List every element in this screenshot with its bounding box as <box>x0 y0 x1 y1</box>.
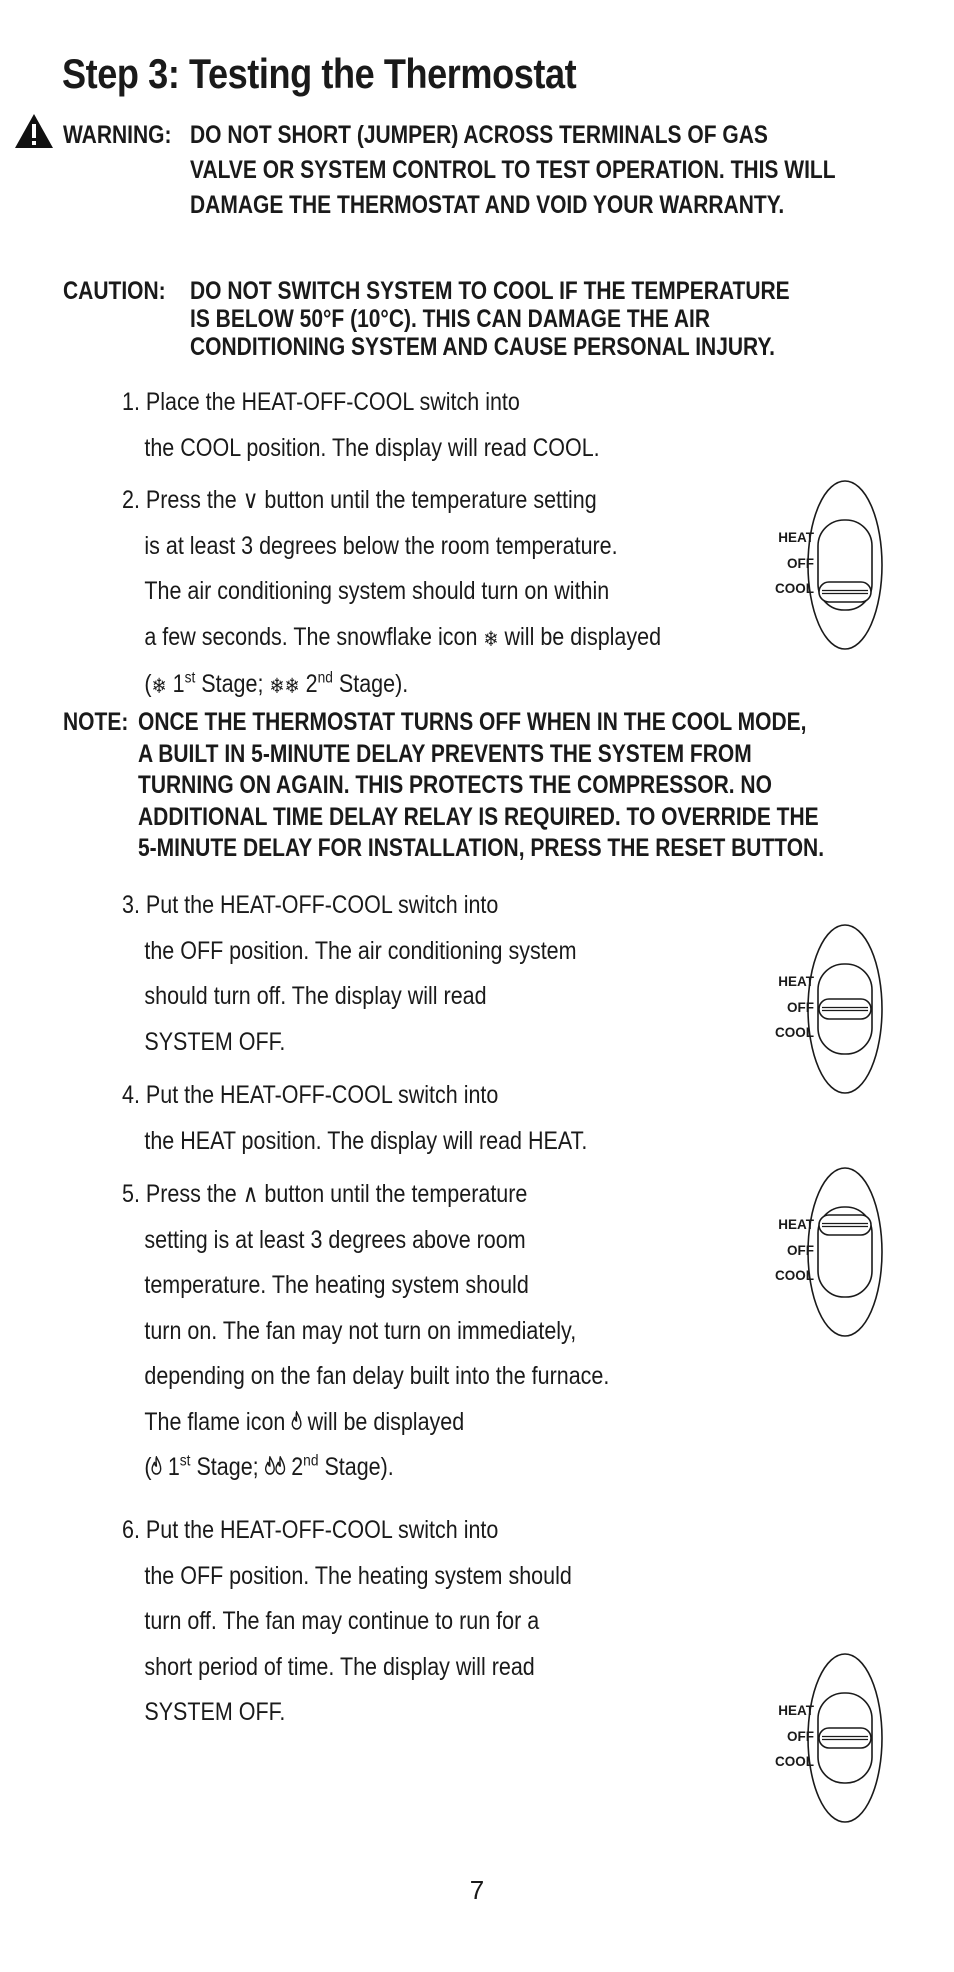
switch-label-off: OFF <box>787 1000 814 1015</box>
step-line: the COOL position. The display will read COOL. <box>144 433 600 462</box>
step-line: setting is at least 3 degrees above room <box>144 1225 526 1254</box>
flame-icon <box>291 1411 301 1431</box>
warning-line: DAMAGE THE THERMOSTAT AND VOID YOUR WARRANTY. <box>190 191 785 219</box>
step-text: 2 <box>285 1453 304 1481</box>
flame-icon <box>275 1456 285 1476</box>
page-number: 7 <box>469 1875 485 1905</box>
step-text: Stage). <box>332 670 409 698</box>
step-text: will be displayed <box>498 622 662 651</box>
note-line: ONCE THE THERMOSTAT TURNS OFF WHEN IN THE COOL MODE, <box>138 708 807 736</box>
flame-icon <box>265 1456 275 1476</box>
warning-label: WARNING: <box>63 121 172 149</box>
step-text: 5. Press the <box>122 1180 243 1208</box>
step-line: 4. Put the HEAT-OFF-COOL switch into <box>122 1081 499 1109</box>
step-text: ( <box>144 670 152 698</box>
step-text: ( <box>144 1453 152 1481</box>
page-title: Step 3: Testing the Thermostat <box>62 50 577 97</box>
switch-label-cool: COOL <box>775 1268 814 1283</box>
down-arrow-icon: ∨ <box>242 486 259 514</box>
step-line: short period of time. The display will read <box>144 1652 535 1681</box>
flame-icon <box>152 1456 162 1476</box>
switch-slider <box>819 582 871 602</box>
switch-label-heat: HEAT <box>778 1703 814 1718</box>
caution-line: IS BELOW 50°F (10°C). THIS CAN DAMAGE THE AIR <box>190 305 711 333</box>
caution-line: DO NOT SWITCH SYSTEM TO COOL IF THE TEMPERATURE <box>190 277 790 305</box>
step-line: SYSTEM OFF. <box>144 1027 286 1056</box>
step-line <box>122 478 661 524</box>
step-line: the HEAT position. The display will read HEAT. <box>144 1126 588 1155</box>
ordinal-suffix: st <box>179 1452 191 1470</box>
switch-label-heat: HEAT <box>778 1217 814 1232</box>
warning-triangle-icon <box>14 113 54 149</box>
ordinal-suffix: nd <box>303 1452 319 1470</box>
step-text: will be displayed <box>301 1407 465 1436</box>
step-1 <box>122 380 600 471</box>
step-line: The air conditioning system should turn on within <box>144 577 610 605</box>
ordinal-suffix: st <box>184 669 196 687</box>
up-arrow-icon: ∧ <box>242 1180 259 1208</box>
switch-slider <box>819 1728 871 1748</box>
switch-label-cool: COOL <box>775 581 814 596</box>
step-line: the OFF position. The air conditioning system <box>144 936 577 965</box>
step-text: a few seconds. The snowflake icon <box>144 622 484 651</box>
step-text: 1 <box>166 670 185 698</box>
snowflake-icon: ❄ <box>151 675 167 698</box>
switch-slider <box>819 999 871 1019</box>
heat-off-cool-switch-illustration <box>738 1165 888 1340</box>
note-line: 5-MINUTE DELAY FOR INSTALLATION, PRESS THE RESET BUTTON. <box>138 834 825 862</box>
step-text: Stage; <box>190 1453 265 1481</box>
switch-label-off: OFF <box>787 1729 814 1744</box>
step-text: 2. Press the <box>122 486 243 514</box>
note-line: ADDITIONAL TIME DELAY RELAY IS REQUIRED. TO OVERRIDE THE <box>138 802 819 831</box>
step-text: The flame icon <box>144 1407 292 1436</box>
snowflake-icon: ❄❄ <box>269 675 300 698</box>
caution-label: CAUTION: <box>63 277 166 305</box>
ordinal-suffix: nd <box>317 669 333 687</box>
switch-label-heat: HEAT <box>778 974 814 989</box>
step-text: button until the temperature setting <box>258 486 597 514</box>
note-line: TURNING ON AGAIN. THIS PROTECTS THE COMPRESSOR. NO <box>138 771 772 799</box>
step-text: Stage; <box>195 670 270 698</box>
step-line <box>122 1172 609 1218</box>
note-text <box>138 707 824 865</box>
snowflake-icon: ❄ <box>483 627 499 651</box>
step-text: 2 <box>299 670 318 698</box>
step-text: Stage). <box>318 1453 394 1481</box>
step-4 <box>122 1073 587 1164</box>
step-3 <box>122 883 577 1065</box>
step-line: turn on. The fan may not turn on immediately, <box>144 1316 577 1345</box>
warning-line: DO NOT SHORT (JUMPER) ACROSS TERMINALS OF GAS <box>190 121 768 149</box>
step-line: depending on the fan delay built into the furnace. <box>144 1362 610 1390</box>
step-6 <box>122 1508 572 1736</box>
step-line: 3. Put the HEAT-OFF-COOL switch into <box>122 891 499 919</box>
note-line: A BUILT IN 5-MINUTE DELAY PREVENTS THE SYSTEM FROM <box>138 739 752 768</box>
warning-line: VALVE OR SYSTEM CONTROL TO TEST OPERATION. THIS WILL <box>190 156 836 184</box>
step-line: is at least 3 degrees below the room temperature. <box>144 531 618 560</box>
caution-text <box>190 277 790 361</box>
switch-label-cool: COOL <box>775 1754 814 1769</box>
step-text: 1 <box>161 1453 180 1481</box>
warning-text <box>190 118 836 223</box>
heat-off-cool-switch-illustration <box>738 478 888 653</box>
heat-off-cool-switch-illustration <box>738 922 888 1097</box>
switch-label-cool: COOL <box>775 1025 814 1040</box>
step-line: should turn off. The display will read <box>144 982 487 1010</box>
switch-outer-shell <box>808 1168 882 1336</box>
step-line: temperature. The heating system should <box>144 1271 529 1299</box>
note-label: NOTE: <box>63 708 129 736</box>
step-5 <box>122 1172 609 1491</box>
step-line <box>122 662 661 710</box>
switch-label-off: OFF <box>787 1243 814 1258</box>
step-line <box>122 1400 609 1446</box>
step-line: turn off. The fan may continue to run for a <box>144 1607 540 1635</box>
switch-slider <box>819 1215 871 1235</box>
step-line: 1. Place the HEAT-OFF-COOL switch into <box>122 388 520 416</box>
caution-line: CONDITIONING SYSTEM AND CAUSE PERSONAL INJURY. <box>190 333 775 361</box>
switch-label-heat: HEAT <box>778 530 814 545</box>
switch-outer-shell <box>808 481 882 649</box>
step-line: 6. Put the HEAT-OFF-COOL switch into <box>122 1516 499 1544</box>
step-text: button until the temperature <box>258 1180 528 1208</box>
step-line <box>122 615 661 663</box>
heat-off-cool-switch-illustration <box>738 1651 888 1826</box>
switch-label-off: OFF <box>787 556 814 571</box>
step-line: the OFF position. The heating system should <box>144 1561 572 1590</box>
step-2 <box>122 478 661 710</box>
step-line: SYSTEM OFF. <box>144 1698 286 1726</box>
step-line <box>122 1445 609 1491</box>
